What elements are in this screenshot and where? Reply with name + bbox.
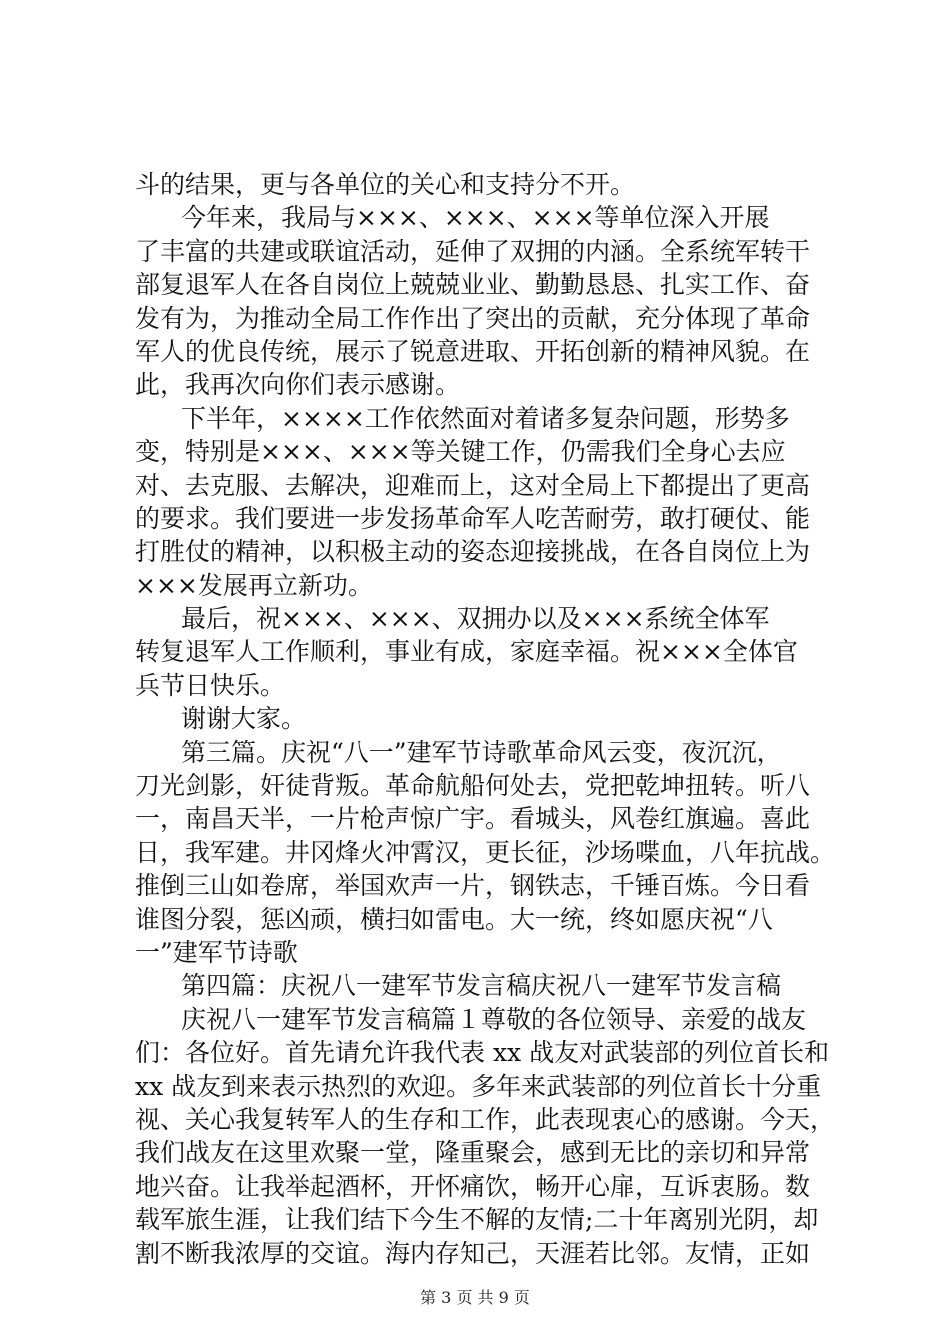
text-line: 一”建军节诗歌	[135, 937, 298, 967]
text-line: 下半年，××××工作依然面对着诸多复杂问题，形势多	[181, 403, 790, 433]
text-line: 今年来，我局与×××、×××、×××等单位深入开展	[181, 203, 770, 233]
text-line: 斗的结果，更与各单位的关心和支持分不开。	[135, 170, 636, 199]
text-line: 发有为，为推动全局工作作出了突出的贡献，充分体现了革命	[135, 303, 811, 333]
text-line: 最后，祝×××、×××、双拥办以及×××系统全体军	[181, 604, 770, 634]
text-line: 载军旅生涯，让我们结下今生不解的友情;二十年离别光阴，却	[135, 1205, 819, 1235]
text-line: 部复退军人在各自岗位上兢兢业业、勤勤恳恳、扎实工作、奋	[135, 270, 811, 300]
text-line: 的要求。我们要进一步发扬革命军人吃苦耐劳，敢打硬仗、能	[135, 503, 811, 533]
text-line: 视、关心我复转军人的生存和工作，此表现衷心的感谢。今天，	[135, 1104, 836, 1134]
text-line: 地兴奋。让我举起酒杯，开怀痛饮，畅开心扉，互诉衷肠。数	[135, 1171, 811, 1201]
text-line: 此，我再次向你们表示感谢。	[135, 370, 461, 400]
text-line: 兵节日快乐。	[135, 670, 286, 700]
document-body	[135, 168, 835, 1270]
text-line: 转复退军人工作顺利，事业有成，家庭幸福。祝×××全体官	[135, 637, 798, 667]
text-line: 军人的优良传统，展示了锐意进取、开拓创新的精神风貌。在	[135, 336, 811, 366]
text-line: 割不断我浓厚的交谊。海内存知己，天涯若比邻。友情，正如	[135, 1238, 811, 1268]
text-line: 刀光剑影，奸徒背叛。革命航船何处去，党把乾坤扭转。听八	[135, 771, 811, 801]
text-line: ×××发展再立新功。	[135, 570, 373, 600]
text-line: 推倒三山如卷席，举国欢声一片，钢铁志，千锤百炼。今日看	[135, 871, 811, 901]
text-line: xx 战友到来表示热烈的欢迎。多年来武装部的列位首长十分重	[135, 1071, 822, 1101]
text-line: 对、去克服、去解决，迎难而上，这对全局上下都提出了更高	[135, 470, 811, 500]
text-line: 庆祝八一建军节发言稿篇１尊敬的各位领导、亲爱的战友	[181, 1004, 807, 1034]
text-line: 第三篇。庆祝“八一”建军节诗歌革命风云变，夜沉沉，	[181, 737, 782, 767]
text-line: 了丰富的共建或联谊活动，延伸了双拥的内涵。全系统军转干	[135, 236, 811, 266]
text-line: 第四篇：庆祝八一建军节发言稿庆祝八一建军节发言稿	[181, 971, 782, 1001]
text-line: 我们战友在这里欢聚一堂，隆重聚会，感到无比的亲切和异常	[135, 1138, 811, 1168]
text-line: 一，南昌天半，一片枪声惊广宇。看城头，风卷红旗遍。喜此	[135, 804, 811, 834]
text-line: 打胜仗的精神，以积极主动的姿态迎接挑战，在各自岗位上为	[135, 537, 811, 567]
text-line: 变，特别是×××、×××等关键工作，仍需我们全身心去应	[135, 437, 786, 467]
text-line: 们：各位好。首先请允许我代表 xx 战友对武装部的列位首长和	[135, 1038, 830, 1068]
text-line: 日，我军建。井冈烽火冲霄汉，更长征，沙场喋血，八年抗战。	[135, 837, 836, 867]
text-line: 谁图分裂，惩凶顽，横扫如雷电。大一统，终如愿庆祝“八	[135, 904, 773, 934]
text-line: 谢谢大家。	[181, 704, 307, 734]
page-footer: 第 3 页 共 9 页	[420, 1288, 530, 1307]
